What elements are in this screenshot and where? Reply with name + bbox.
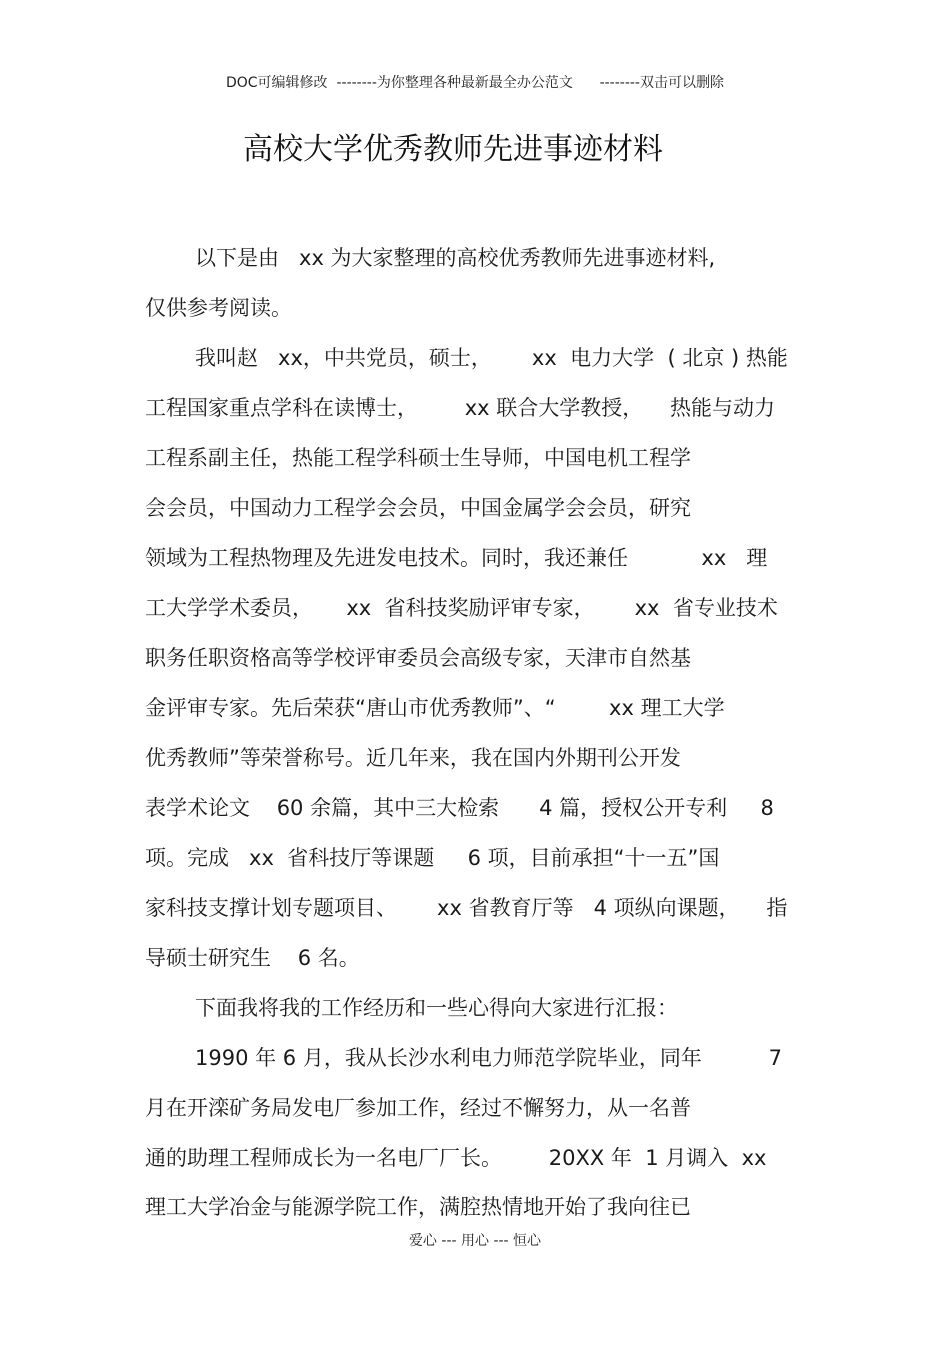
body-line: 领域为工程热物理及先进发电技术。同时，我还兼任 xx 理 [145, 546, 768, 570]
page-header: DOC可编辑修改 --------为你整理各种最新最全办公范文 --------双击可以删除 [225, 75, 724, 91]
body-line: 会会员，中国动力工程学会会员，中国金属学会会员，研究 [145, 496, 691, 520]
body-line: 月在开滦矿务局发电厂参加工作，经过不懈努力，从一名普 [145, 1096, 691, 1120]
body-line: 导硕士研究生 6 名。 [145, 946, 360, 970]
body-line: 项。完成 xx 省科技厅等课题 6 项，目前承担“十一五”国 [145, 846, 720, 870]
body-line: 表学术论文 60 余篇，其中三大检索 4 篇，授权公开专利 8 [145, 796, 774, 820]
document-title: 高校大学优秀教师先进事迹材料 [243, 132, 663, 167]
body-line: 工程系副主任，热能工程学科硕士生导师，中国电机工程学 [145, 446, 691, 470]
body-line: 职务任职资格高等学校评审委员会高级专家，天津市自然基 [145, 646, 691, 670]
body-line: 优秀教师”等荣誉称号。近几年来，我在国内外期刊公开发 [145, 746, 681, 770]
body-line: 工大学学术委员， xx 省科技奖励评审专家， xx 省专业技术 [145, 596, 778, 620]
body-line: 1990 年 6 月，我从长沙水利电力师范学院毕业，同年 7 [195, 1046, 782, 1070]
body-line: 金评审专家。先后荣获“唐山市优秀教师”、“ xx 理工大学 [145, 696, 725, 720]
body-line: 家科技支撑计划专题项目、 xx 省教育厅等 4 项纵向课题， 指 [145, 896, 788, 920]
body-line: 下面我将我的工作经历和一些心得向大家进行汇报： [195, 996, 678, 1020]
body-line: 以下是由 xx 为大家整理的高校优秀教师先进事迹材料, [195, 246, 716, 270]
body-line: 我叫赵 xx，中共党员，硕士， xx 电力大学 ( 北京 ) 热能 [195, 346, 788, 370]
body-line: 工程国家重点学科在读博士， xx 联合大学教授， 热能与动力 [145, 396, 775, 420]
page-footer: 爱心 --- 用心 --- 恒心 [408, 1233, 542, 1249]
body-line: 仅供参考阅读。 [145, 296, 292, 320]
body-line: 通的助理工程师成长为一名电厂厂长。 20XX 年 1 月调入 xx [145, 1146, 767, 1170]
body-line: 理工大学冶金与能源学院工作，满腔热情地开始了我向往已 [145, 1195, 691, 1219]
